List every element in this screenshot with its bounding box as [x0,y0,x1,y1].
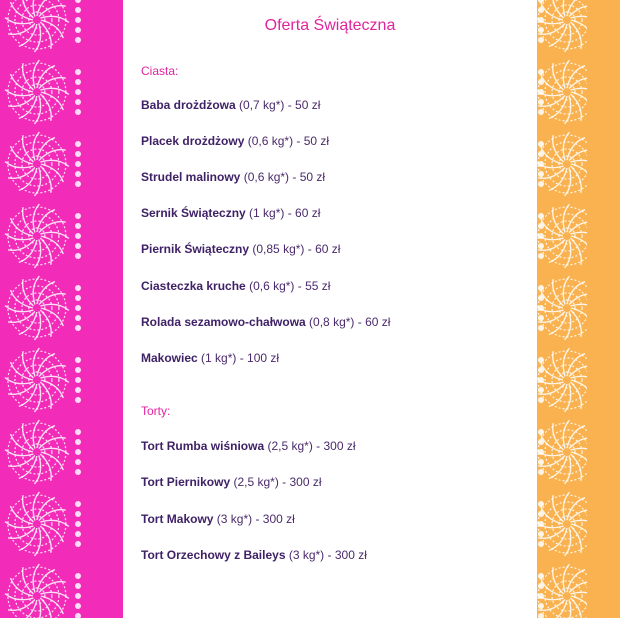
lace-motif [5,564,81,618]
lace-motif [537,0,587,52]
lace-motif [537,204,587,268]
lace-motif [537,420,587,484]
lace-motif [5,132,81,196]
item-name: Placek drożdżowy [141,134,245,148]
list-item [141,170,325,184]
list-item [141,315,390,329]
list-item [141,475,322,489]
offer-content [123,0,537,618]
section-label-ciasta: Ciasta: [141,64,179,78]
item-detail: (0,6 kg*) - 50 zł [244,134,330,148]
lace-motif [5,276,81,340]
item-detail: (1 kg*) - 60 zł [245,206,321,220]
lace-motif [5,348,81,412]
list-item [141,98,320,112]
list-item [141,512,295,526]
list-item [141,548,367,562]
list-item [141,351,279,365]
item-detail: (0,6 kg*) - 50 zł [240,170,326,184]
item-name: Strudel malinowy [141,170,241,184]
right-lace-decoration [537,0,587,618]
lace-motif [5,492,81,556]
list-item [141,439,356,453]
item-detail: (0,7 kg*) - 50 zł [235,98,321,112]
item-name: Rolada sezamowo-chałwowa [141,315,306,329]
item-name: Tort Rumba wiśniowa [141,439,265,453]
list-item [141,134,329,148]
item-detail: (0,6 kg*) - 55 zł [245,279,331,293]
item-name: Tort Makowy [141,512,214,526]
item-name: Makowiec [141,351,198,365]
lace-motif [5,204,81,268]
item-name: Sernik Świąteczny [141,206,246,220]
lace-motif [537,564,587,618]
section-label-torty: Torty: [141,404,171,418]
item-detail: (3 kg*) - 300 zł [285,548,367,562]
lace-motif [5,420,81,484]
page-title: Oferta Świąteczna [264,17,396,34]
item-detail: (0,85 kg*) - 60 zł [249,242,341,256]
list-item [141,206,320,220]
item-detail: (2,5 kg*) - 300 zł [230,475,322,489]
item-name: Tort Orzechowy z Baileys [141,548,286,562]
lace-motif [537,276,587,340]
lace-motif [537,60,587,124]
list-item [141,242,340,256]
lace-motif [537,132,587,196]
list-item [141,279,330,293]
lace-motif [5,60,81,124]
item-name: Piernik Świąteczny [141,242,250,256]
item-detail: (2,5 kg*) - 300 zł [264,439,356,453]
lace-motif [537,348,587,412]
item-detail: (0,8 kg*) - 60 zł [305,315,391,329]
item-detail: (1 kg*) - 100 zł [197,351,280,365]
item-name: Baba drożdżowa [141,98,236,112]
item-name: Tort Piernikowy [141,475,231,489]
lace-motif [5,0,81,52]
item-detail: (3 kg*) - 300 zł [213,512,295,526]
lace-motif [537,492,587,556]
item-name: Ciasteczka kruche [141,279,246,293]
left-lace-decoration [0,0,82,618]
